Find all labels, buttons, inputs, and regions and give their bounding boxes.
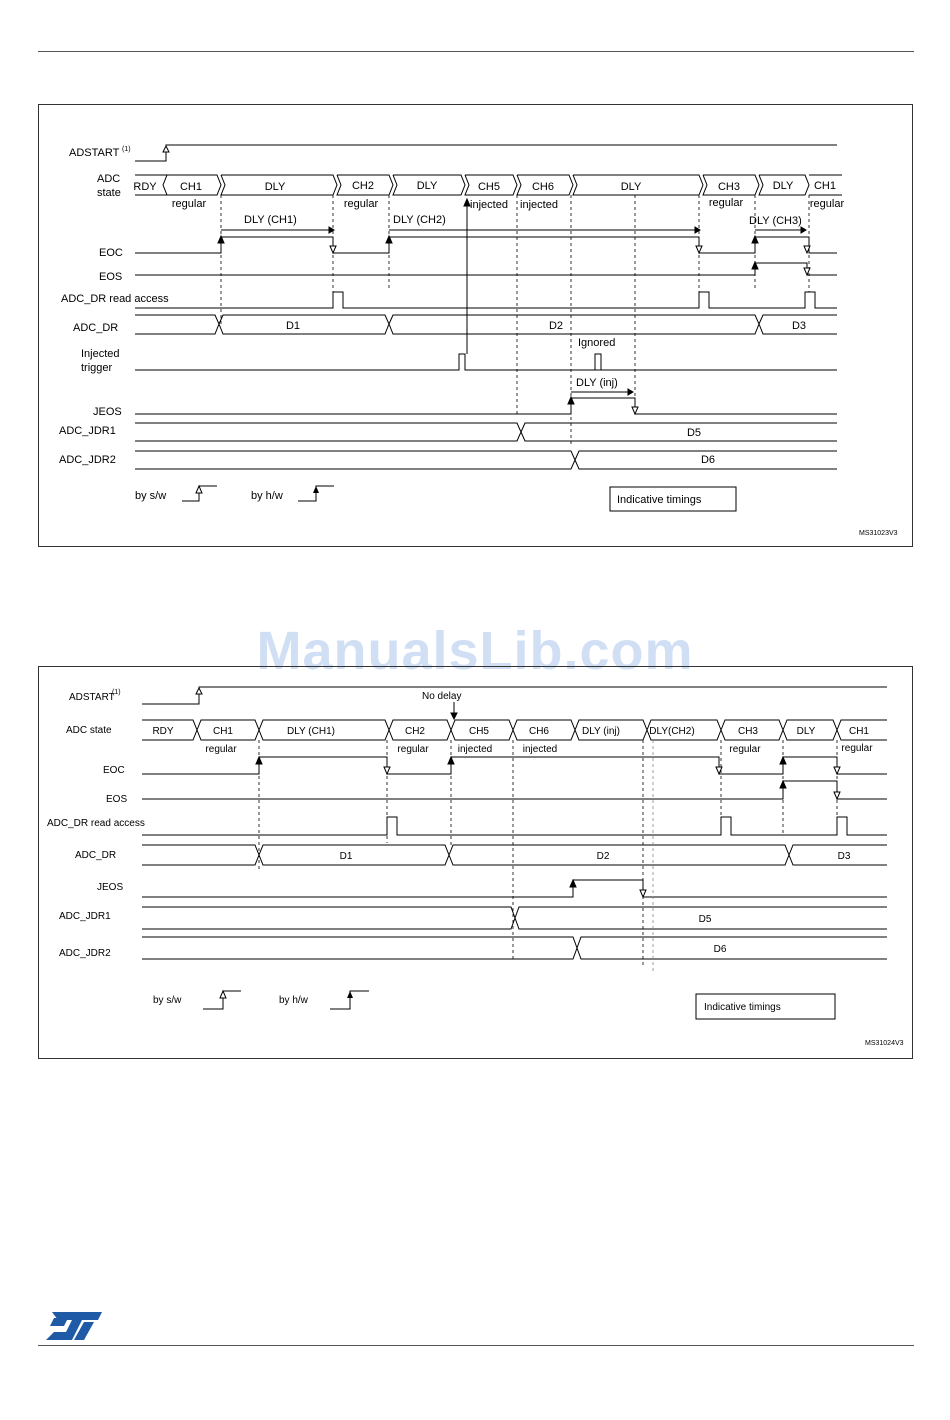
header-rule xyxy=(38,51,914,52)
sub-ch1-b: regular xyxy=(809,198,845,210)
footer-rule xyxy=(38,1345,914,1346)
adstart-waveform xyxy=(135,145,837,161)
legend-sw-arrow xyxy=(196,486,202,493)
adc-dr-read-waveform xyxy=(135,292,837,308)
data2-d3: D3 xyxy=(837,851,851,862)
legend-hw-arrow xyxy=(313,486,319,493)
adc-jdr1-bus xyxy=(135,423,837,441)
eos-label-2: EOS xyxy=(106,794,128,805)
adc-state-bus-2 xyxy=(142,720,887,740)
indicative-timings-label-2: Indicative timings xyxy=(704,1002,781,1013)
adc-jdr1-label-2: ADC_JDR1 xyxy=(59,911,111,922)
timing-diagram-1-svg xyxy=(39,105,914,548)
legend-2 xyxy=(153,991,835,1019)
data-labels-2 xyxy=(340,851,851,955)
data-d6: D6 xyxy=(700,454,716,466)
adc-dr-label-2: ADC_DR xyxy=(75,850,117,861)
eoc-waveform-2 xyxy=(142,757,887,774)
adc-state-label-2b: ADC state xyxy=(66,725,112,736)
data2-d2: D2 xyxy=(596,851,610,862)
adstart-note-2: (1) xyxy=(112,689,121,696)
state2-ch1-b: CH1 xyxy=(848,726,870,737)
adc-dr-read-label: ADC_DR read access xyxy=(61,293,169,305)
adstart-label-2: ADSTART xyxy=(69,692,115,703)
state2-ch6: CH6 xyxy=(528,726,550,737)
adc-dr-read-label-2: ADC_DR read access xyxy=(47,818,145,829)
adc-jdr2-bus-2 xyxy=(142,937,887,959)
data2-d5: D5 xyxy=(698,914,712,925)
data-d3: D3 xyxy=(791,320,807,332)
st-logo xyxy=(44,1310,104,1342)
state2-dly-ch2: DLY(CH2) xyxy=(649,726,695,737)
adc-dr-bus xyxy=(135,315,837,334)
adc-jdr2-label-2: ADC_JDR2 xyxy=(59,948,111,959)
adstart-sw-arrow xyxy=(163,146,169,152)
sub2-ch2: regular xyxy=(397,744,429,755)
state-dly-2: DLY xyxy=(416,180,438,192)
annotation-dly-inj: DLY (inj) xyxy=(576,377,618,389)
adc-jdr1-label: ADC_JDR1 xyxy=(59,425,116,437)
sub-ch2: regular xyxy=(343,198,379,210)
state-dly-1: DLY xyxy=(264,181,286,193)
state-ch2: CH2 xyxy=(351,180,375,192)
annotation-dly-ch1: DLY (CH1) xyxy=(244,214,297,226)
adc-state-label-1: ADC xyxy=(97,173,121,185)
state2-dly-inj: DLY (inj) xyxy=(582,726,620,737)
sub-ch5: injected xyxy=(470,199,508,211)
eos-waveform xyxy=(135,263,837,275)
data2-d6: D6 xyxy=(713,944,727,955)
eos-waveform-2 xyxy=(142,781,887,799)
delay-arrows xyxy=(218,199,806,404)
sub2-ch1-b: regular xyxy=(841,743,873,754)
eoc-label: EOC xyxy=(99,247,123,259)
sub-ch3: regular xyxy=(708,197,744,209)
sub2-ch1: regular xyxy=(205,744,237,755)
state-ch3: CH3 xyxy=(717,181,741,193)
legend-sw-label: by s/w xyxy=(135,490,167,502)
signal-labels-2 xyxy=(47,689,145,959)
signal-labels xyxy=(59,146,169,466)
eoc-waveform xyxy=(135,237,837,253)
data-d2: D2 xyxy=(548,320,564,332)
injected-trigger-label-1: Injected xyxy=(81,348,120,360)
state2-ch1: CH1 xyxy=(212,726,234,737)
annotation-dly-ch2: DLY (CH2) xyxy=(393,214,446,226)
figure-code-1: MS31023V3 xyxy=(859,530,898,537)
state-dly-4: DLY xyxy=(772,180,794,192)
sw-arrows-2 xyxy=(384,767,840,897)
adstart-note: (1) xyxy=(122,146,131,153)
state2-ch2: CH2 xyxy=(404,726,426,737)
state2-dly: DLY xyxy=(796,726,816,737)
delay-arrows-2 xyxy=(256,702,786,887)
injected-trigger-waveform xyxy=(135,354,837,370)
sub2-ch6: injected xyxy=(522,744,558,755)
legend2-sw-label: by s/w xyxy=(153,995,182,1006)
sub-ch1: regular xyxy=(171,198,207,210)
jeos-waveform-2 xyxy=(142,880,887,897)
legend xyxy=(135,486,736,511)
legend-hw-label: by h/w xyxy=(251,490,283,502)
state2-rdy: RDY xyxy=(152,726,174,737)
legend2-hw-label: by h/w xyxy=(279,995,308,1006)
annotation-no-delay: No delay xyxy=(422,691,462,702)
timing-diagram-2-svg xyxy=(39,667,914,1060)
adc-dr-label: ADC_DR xyxy=(73,322,119,334)
sub2-ch3: regular xyxy=(729,744,761,755)
annotation-ignored: Ignored xyxy=(578,337,616,349)
timing-diagram-2 xyxy=(38,666,913,1059)
state-ch6: CH6 xyxy=(531,181,555,193)
jeos-label-2: JEOS xyxy=(97,882,124,893)
sw-arrows xyxy=(330,246,810,414)
jeos-waveform xyxy=(135,398,837,414)
state2-dly-ch1: DLY (CH1) xyxy=(287,726,335,737)
data-labels xyxy=(286,320,806,466)
data-d5: D5 xyxy=(686,427,702,439)
annotation-dly-ch3: DLY (CH3) xyxy=(749,215,802,227)
jeos-label: JEOS xyxy=(93,406,122,418)
adc-dr-bus-2 xyxy=(142,845,887,865)
adc-state-label-2: state xyxy=(97,187,121,199)
timing-diagram-1 xyxy=(38,104,913,547)
figure-code-2: MS31024V3 xyxy=(865,1040,904,1047)
data-d1: D1 xyxy=(285,320,301,332)
timing-guides xyxy=(221,195,809,445)
legend2-hw-arrow xyxy=(347,991,353,998)
indicative-timings-label: Indicative timings xyxy=(617,494,702,506)
state-dly-3: DLY xyxy=(620,181,642,193)
sub2-ch5: injected xyxy=(457,744,493,755)
eos-label: EOS xyxy=(99,271,123,283)
adstart-sw-arrow-2 xyxy=(196,688,202,694)
state-ch5: CH5 xyxy=(477,181,501,193)
state2-ch5: CH5 xyxy=(468,726,490,737)
adstart-waveform-2 xyxy=(142,687,887,704)
eoc-label-2: EOC xyxy=(103,765,125,776)
state-ch1: CH1 xyxy=(179,181,203,193)
data2-d1: D1 xyxy=(339,851,353,862)
adstart-label: ADSTART xyxy=(69,147,120,159)
adc-jdr2-bus xyxy=(135,451,837,469)
adc-dr-read-waveform-2 xyxy=(142,817,887,835)
adc-jdr2-label: ADC_JDR2 xyxy=(59,454,116,466)
legend2-sw-arrow xyxy=(220,991,226,998)
sub-ch6: injected xyxy=(520,199,558,211)
ignored-trigger-pulse xyxy=(595,354,601,370)
state-ch1-b: CH1 xyxy=(813,180,837,192)
state-rdy: RDY xyxy=(133,181,157,193)
watermark: ManualsLib.com xyxy=(256,621,694,681)
injected-trigger-label-2: trigger xyxy=(81,362,113,374)
annotations xyxy=(244,214,802,389)
state2-ch3: CH3 xyxy=(737,726,759,737)
adc-jdr1-bus-2 xyxy=(142,907,887,929)
